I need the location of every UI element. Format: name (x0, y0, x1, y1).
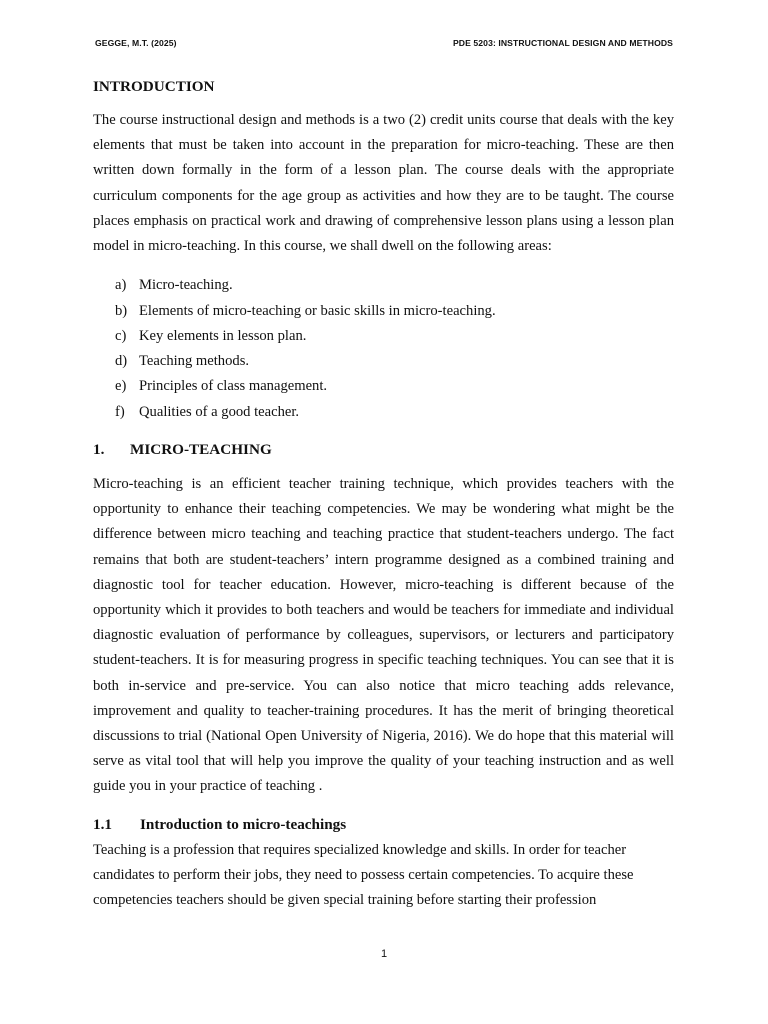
list-item-letter: b) (115, 302, 128, 319)
section-1-number: 1. (93, 441, 105, 458)
intro-paragraph: The course instructional design and methods is a two (2) credit units course that deals with the key elements that must be taken into account in the preparation for micro-teaching. These are then written down formally in the form of a lesson plan. The course deals with the appropriate curriculum components for the age group as activities and how they are to be taught. The course places emphasis on practical work and drawing of comprehensive lesson plans using a lesson plan model in micro-teaching. In this course, we shall dwell on the following areas: (93, 112, 674, 255)
list-item-letter: d) (115, 353, 128, 370)
header-author: GEGGE, M.T. (2025) (95, 38, 177, 48)
running-header (95, 38, 673, 48)
list-item (93, 324, 674, 349)
page-number: 1 (380, 948, 388, 960)
list-item-text: Key elements in lesson plan. (139, 327, 307, 344)
section-1-heading (93, 439, 674, 460)
section-1-1-paragraph: Teaching is a profession that requires specialized knowledge and skills. In order for teacher candidates to perform their jobs, they need to possess certain competencies. To acquire these competencies teachers should be given special training before starting their profession (93, 841, 634, 909)
list-item-letter: e) (115, 378, 127, 395)
list-item (93, 349, 674, 374)
section-1-title: MICRO-TEACHING (130, 441, 272, 458)
list-item (93, 374, 674, 399)
list-item-letter: f) (115, 403, 125, 420)
section-1-1-title: Introduction to micro-teachings (140, 815, 347, 833)
header-course-title: PDE 5203: INSTRUCTIONAL DESIGN AND METHODS (452, 38, 673, 48)
page-content (93, 76, 674, 913)
list-item-text: Principles of class management. (139, 378, 328, 395)
list-item-text: Elements of micro-teaching or basic skills in micro-teaching. (139, 302, 496, 319)
section-1-1-number: 1.1 (93, 815, 112, 833)
list-item (93, 400, 674, 425)
section-1-1-heading (93, 814, 674, 835)
list-item-text: Micro-teaching. (139, 277, 233, 294)
list-item-letter: c) (115, 327, 127, 344)
list-item (93, 273, 674, 298)
list-item-text: Qualities of a good teacher. (139, 403, 300, 420)
course-areas-list (93, 273, 674, 425)
section-1-paragraph: Micro-teaching is an efficient teacher training technique, which provides teachers with the opportunity to enhance their teaching competencies. We may be wondering what might be the difference between micro teaching and teaching practice that student-teachers undergo. The fact remains that both are student-teachers’ intern programme designed as a combined training and diagnostic tool for teacher education. However, micro-teaching is different because of the opportunity which it provides to both teachers and would be teachers for immediate and individual diagnostic evaluation of performance by colleagues, supervisors, or lecturers and participatory student-teachers. It is for measuring progress in specific teaching techniques. You can see that it is both in-service and pre-service. You can also notice that micro teaching adds relevance, improvement and quality to teacher-training procedures. It has the merit of bringing theoretical discussions to trial (National Open University of Nigeria, 2016). We do hope that this material will serve as vital tool that will help you improve the quality of your teaching instruction and as well guide you in your practice of teaching . (93, 476, 674, 795)
list-item-text: Teaching methods. (139, 353, 250, 370)
intro-heading: INTRODUCTION (93, 78, 215, 95)
list-item-letter: a) (115, 277, 127, 294)
list-item (93, 299, 674, 324)
